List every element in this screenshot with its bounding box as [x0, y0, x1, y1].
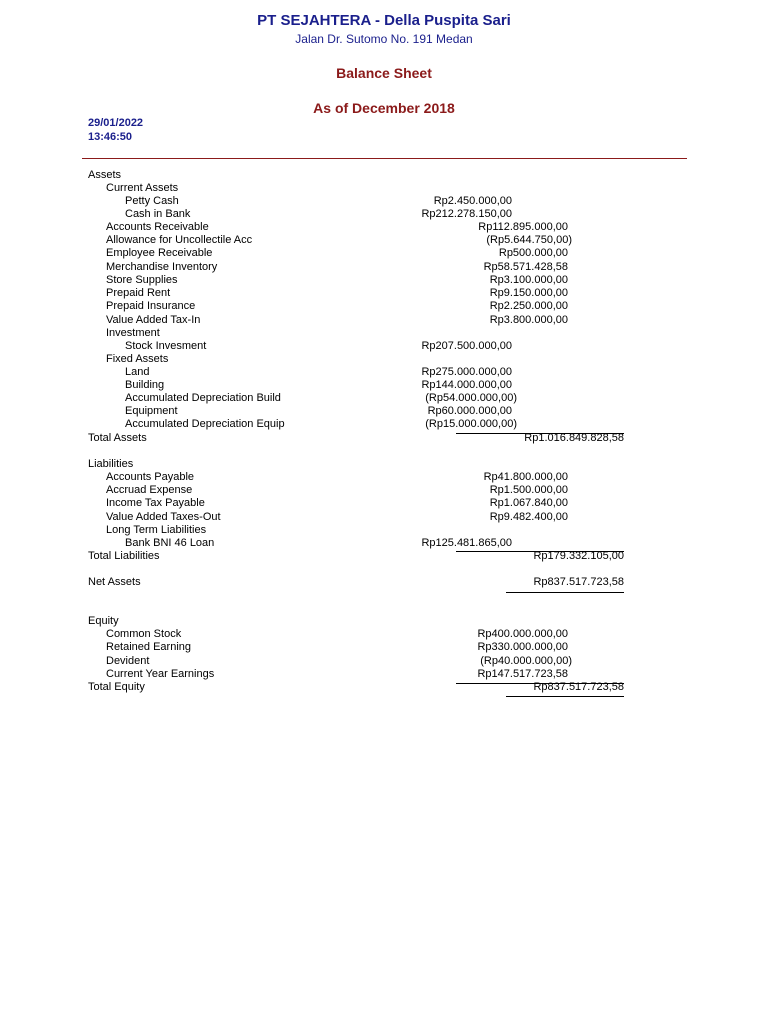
assets-heading: Assets	[88, 169, 122, 181]
company-address: Jalan Dr. Sutomo No. 191 Medan	[295, 32, 473, 46]
account-row	[0, 471, 768, 484]
net-assets-value: Rp837.517.723,58	[533, 576, 624, 588]
account-label: Equipment	[125, 405, 178, 417]
account-label: Employee Receivable	[106, 247, 213, 259]
fixed-assets-heading: Fixed Assets	[106, 353, 169, 365]
account-value: Rp112.895.000,00	[478, 221, 568, 233]
account-value: Rp400.000.000,00	[477, 628, 568, 640]
account-value: Rp275.000.000,00	[421, 366, 512, 378]
account-row	[0, 418, 768, 431]
total-row	[0, 576, 768, 589]
account-label: Petty Cash	[125, 195, 179, 207]
account-row	[0, 340, 768, 353]
account-label: Prepaid Rent	[106, 287, 171, 299]
header-divider	[82, 158, 687, 159]
account-label: Value Added Taxes-Out	[106, 511, 221, 523]
account-row	[0, 314, 768, 327]
equity-heading: Equity	[88, 615, 119, 627]
account-value: Rp3.800.000,00	[489, 314, 568, 326]
account-value: Rp9.482.400,00	[489, 511, 568, 523]
account-row	[0, 247, 768, 260]
account-label: Accounts Receivable	[106, 221, 209, 233]
total-underline	[506, 696, 624, 697]
current-assets-heading: Current Assets	[106, 182, 179, 194]
section-row	[0, 458, 768, 471]
account-value: (Rp40.000.000,00)	[480, 655, 572, 667]
account-value: Rp2.250.000,00	[489, 300, 568, 312]
total-label: Total Assets	[88, 432, 147, 444]
liabilities-heading: Liabilities	[88, 458, 134, 470]
account-value: Rp500.000,00	[498, 247, 568, 259]
account-row	[0, 405, 768, 418]
account-value: Rp125.481.865,00	[421, 537, 512, 549]
account-value: Rp3.100.000,00	[489, 274, 568, 286]
print-date: 29/01/2022	[88, 117, 144, 129]
account-row	[0, 221, 768, 234]
account-label: Income Tax Payable	[106, 497, 205, 509]
account-label: Accounts Payable	[106, 471, 195, 483]
total-label: Total Equity	[88, 681, 145, 693]
account-label: Retained Earning	[106, 641, 192, 653]
account-label: Allowance for Uncollectile Acc	[106, 234, 253, 246]
account-row	[0, 274, 768, 287]
account-value: Rp207.500.000,00	[421, 340, 512, 352]
account-label: Accumulated Depreciation Build	[125, 392, 281, 404]
account-label: Current Year Earnings	[106, 668, 215, 680]
account-label: Bank BNI 46 Loan	[125, 537, 215, 549]
section-row	[0, 615, 768, 628]
account-value: Rp9.150.000,00	[489, 287, 568, 299]
account-value: Rp212.278.150,00	[421, 208, 512, 220]
section-row	[0, 169, 768, 182]
account-row	[0, 497, 768, 510]
group-row	[0, 524, 768, 537]
account-label: Building	[125, 379, 165, 391]
report-period: As of December 2018	[313, 100, 455, 116]
group-row	[0, 353, 768, 366]
account-row	[0, 261, 768, 274]
account-row	[0, 484, 768, 497]
account-row	[0, 379, 768, 392]
account-label: Store Supplies	[106, 274, 178, 286]
account-row	[0, 628, 768, 641]
account-label: Common Stock	[106, 628, 182, 640]
total-value: Rp179.332.105,00	[533, 550, 624, 562]
total-label: Total Liabilities	[88, 550, 160, 562]
account-label: Cash in Bank	[125, 208, 191, 220]
long-term-heading: Long Term Liabilities	[106, 524, 207, 536]
account-row	[0, 234, 768, 247]
company-name: PT SEJAHTERA - Della Puspita Sari	[257, 12, 511, 29]
account-row	[0, 208, 768, 221]
account-value: Rp60.000.000,00	[427, 405, 512, 417]
account-label: Devident	[106, 655, 150, 667]
account-label: Land	[125, 366, 150, 378]
account-label: Accruad Expense	[106, 484, 193, 496]
total-row	[0, 550, 768, 563]
total-underline	[506, 592, 624, 593]
group-row	[0, 327, 768, 340]
account-value: (Rp15.000.000,00)	[425, 418, 517, 430]
account-row	[0, 195, 768, 208]
account-row	[0, 511, 768, 524]
account-row	[0, 668, 768, 681]
account-value: Rp58.571.428,58	[483, 261, 568, 273]
account-row	[0, 641, 768, 654]
account-row	[0, 300, 768, 313]
account-label: Merchandise Inventory	[106, 261, 218, 273]
account-value: Rp147.517.723,58	[477, 668, 568, 680]
group-row	[0, 182, 768, 195]
total-row	[0, 681, 768, 694]
print-time: 13:46:50	[88, 131, 133, 143]
account-value: Rp41.800.000,00	[483, 471, 568, 483]
account-value: Rp1.067.840,00	[489, 497, 568, 509]
account-row	[0, 287, 768, 300]
account-value: (Rp54.000.000,00)	[425, 392, 517, 404]
net-assets-label: Net Assets	[88, 576, 141, 588]
account-label: Value Added Tax-In	[106, 314, 201, 326]
account-value: (Rp5.644.750,00)	[486, 234, 572, 246]
total-value: Rp1.016.849.828,58	[524, 432, 624, 444]
account-value: Rp144.000.000,00	[421, 379, 512, 391]
account-label: Accumulated Depreciation Equip	[125, 418, 285, 430]
account-row	[0, 366, 768, 379]
investment-heading: Investment	[106, 327, 160, 339]
account-label: Prepaid Insurance	[106, 300, 196, 312]
account-value: Rp330.000.000,00	[477, 641, 568, 653]
total-row	[0, 432, 768, 445]
total-value: Rp837.517.723,58	[533, 681, 624, 693]
account-label: Stock Invesment	[125, 340, 207, 352]
account-row	[0, 655, 768, 668]
account-value: Rp1.500.000,00	[489, 484, 568, 496]
account-row	[0, 537, 768, 550]
report-title: Balance Sheet	[336, 65, 432, 81]
account-value: Rp2.450.000,00	[433, 195, 512, 207]
account-row	[0, 392, 768, 405]
